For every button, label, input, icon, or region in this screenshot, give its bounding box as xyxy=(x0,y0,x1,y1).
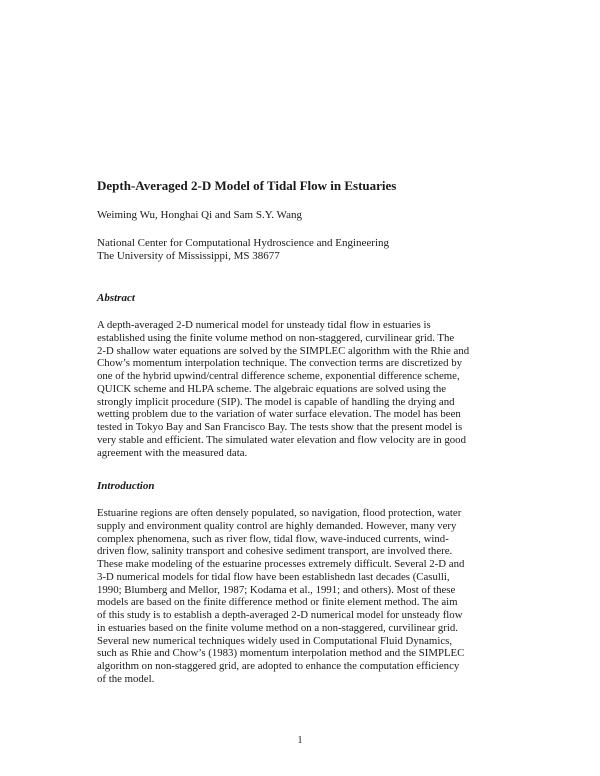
introduction-line: algorithm on non-staggered grid, are adopted to enhance the computation efficiency xyxy=(97,660,460,672)
abstract-line: established using the finite volume method on non-staggered, curvilinear grid. The xyxy=(97,331,455,344)
introduction-body xyxy=(97,507,527,686)
introduction-heading: Introduction xyxy=(97,480,155,492)
introduction-line: driven flow, salinity transport and cohesive sediment transport, are involved there. xyxy=(97,545,453,558)
introduction-line: models are based on the finite difference method or finite element method. The aim xyxy=(97,596,458,609)
author-list: Weiming Wu, Honghai Qi and Sam S.Y. Wang xyxy=(97,209,302,221)
abstract-line: 2-D shallow water equations are solved by the SIMPLEC algorithm with the Rhie and xyxy=(97,344,470,357)
abstract-line: one of the hybrid upwind/central difference scheme, exponential difference scheme, xyxy=(97,370,460,382)
introduction-line: Estuarine regions are often densely populated, so navigation, flood protection, water xyxy=(97,507,462,519)
abstract-line: QUICK scheme and HLPA scheme. The algebraic equations are solved using the xyxy=(97,382,447,395)
affiliation-line: National Center for Computational Hydroscience and Engineering xyxy=(97,237,390,249)
abstract-body xyxy=(97,319,527,459)
introduction-line: in estuaries based on the finite volume method on a non-staggered, curvilinear grid. xyxy=(97,621,458,634)
introduction-line: of the model. xyxy=(97,672,155,685)
introduction-line: 3-D numerical models for tidal flow have been establishedn last decades (Casulli, xyxy=(97,570,450,583)
abstract-line: A depth-averaged 2-D numerical model for unsteady tidal flow in estuaries is xyxy=(97,319,431,331)
affiliation-line: The University of Mississippi, MS 38677 xyxy=(97,250,280,262)
abstract-heading: Abstract xyxy=(97,292,135,304)
abstract-line: wetting problem due to the variation of water surface elevation. The model has been xyxy=(97,408,461,421)
abstract-line: Chow’s momentum interpolation technique. The convection terms are discretized by xyxy=(97,357,462,370)
introduction-line: 1990; Blumberg and Mellor, 1987; Kodama et al., 1991; and others). Most of these xyxy=(97,583,456,596)
paper-title: Depth-Averaged 2-D Model of Tidal Flow in Estuaries xyxy=(97,178,397,193)
introduction-line: supply and environment quality control are highly demanded. However, many very xyxy=(97,519,457,532)
abstract-line: tested in Tokyo Bay and San Francisco Bay. The tests show that the present model is xyxy=(97,421,463,433)
introduction-line: Several new numerical techniques widely used in Computational Fluid Dynamics, xyxy=(97,634,453,647)
abstract-line: agreement with the measured data. xyxy=(97,446,248,459)
affiliation xyxy=(97,237,517,263)
abstract-line: strongly implicit procedure (SIP). The model is capable of handling the drying and xyxy=(97,395,455,408)
abstract-line: very stable and efficient. The simulated water elevation and flow velocity are in good xyxy=(97,433,466,446)
introduction-line: complex phenomena, such as river flow, tidal flow, wave-induced currents, wind- xyxy=(97,532,449,545)
introduction-line: These make modeling of the estuarine processes extremely difficult. Several 2-D and xyxy=(97,558,465,570)
introduction-line: such as Rhie and Chow’s (1983) momentum interpolation method and the SIMPLEC xyxy=(97,647,465,660)
introduction-line: of this study is to establish a depth-averaged 2-D numerical model for unsteady flow xyxy=(97,609,463,621)
page-number: 1 xyxy=(297,735,303,746)
